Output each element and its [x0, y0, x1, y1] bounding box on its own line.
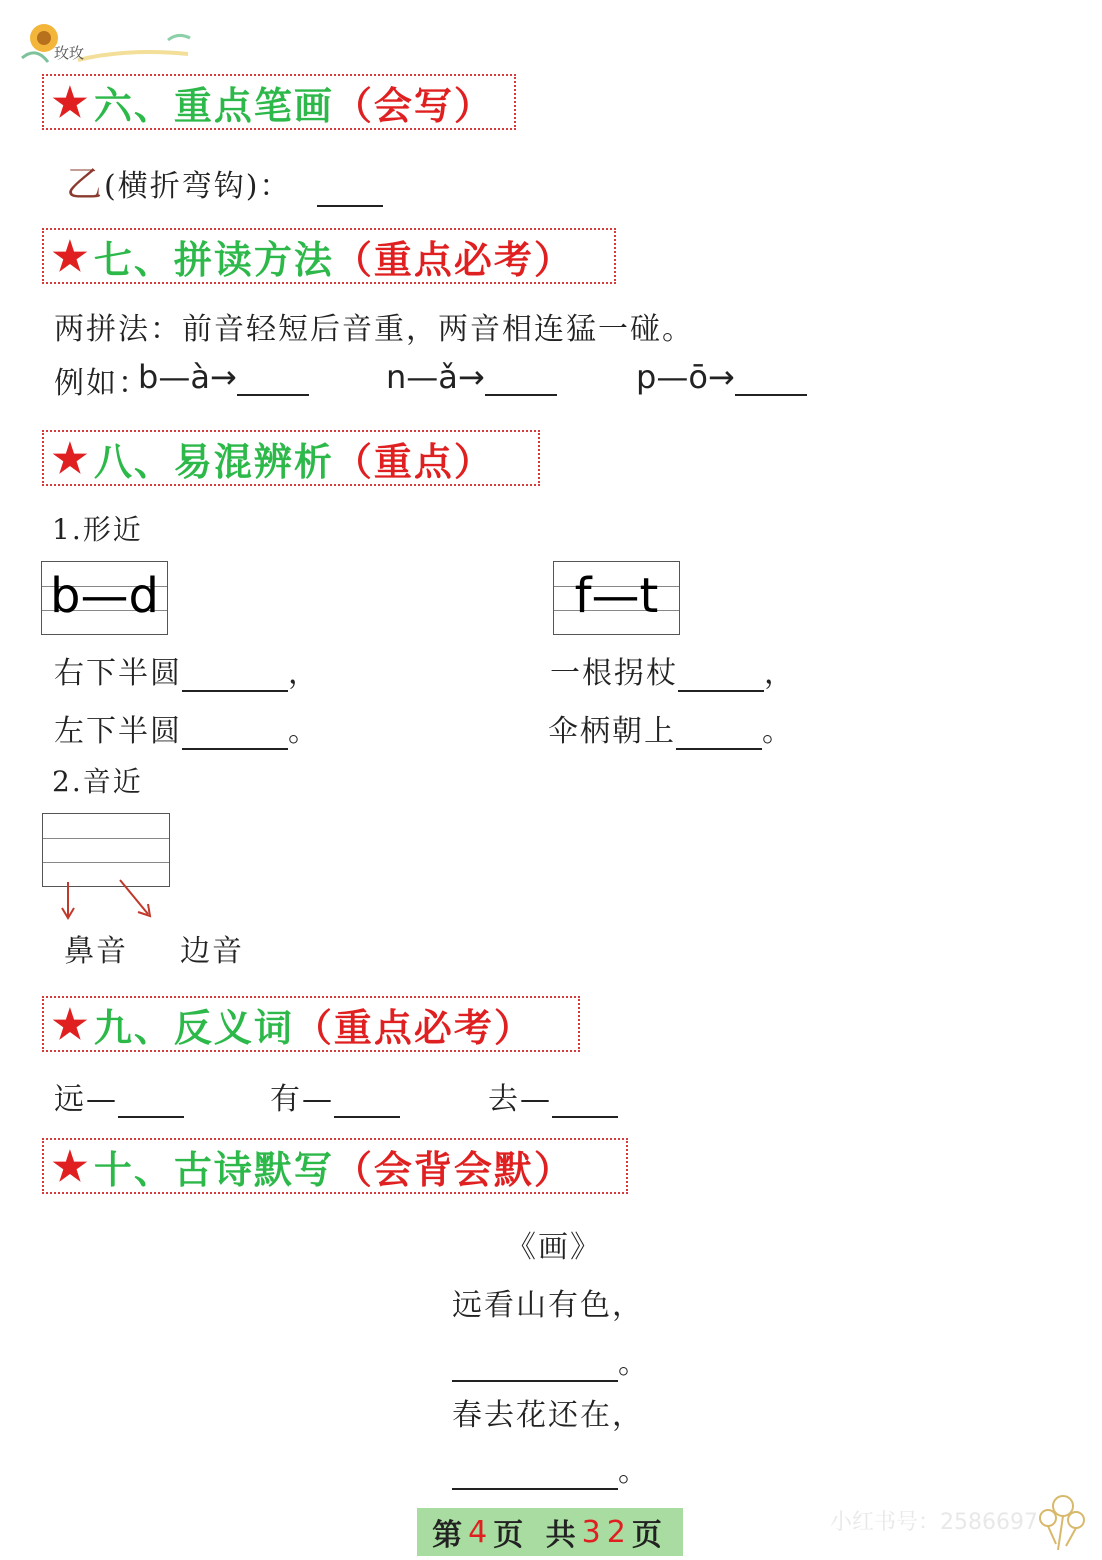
- poem-line-1: 远看山有色，: [452, 1288, 644, 1323]
- section-8-title: 八、易混辨析: [93, 438, 334, 484]
- hint-2b-text: 伞柄朝上: [548, 714, 676, 749]
- period: 。: [762, 714, 794, 749]
- antonym-3: [488, 1074, 618, 1118]
- label-nasal: 鼻音: [64, 934, 128, 969]
- grid-b-d: [41, 561, 168, 635]
- example-1: [138, 358, 309, 396]
- example-3-blank[interactable]: [735, 394, 807, 396]
- arrows-icon: [52, 878, 172, 928]
- example-1-blank[interactable]: [237, 394, 309, 396]
- footer-post: 页: [631, 1518, 668, 1553]
- hint-1b-text: 左下半圆: [54, 714, 182, 749]
- section-7-header: [42, 228, 616, 284]
- sunflower-icon: [18, 18, 198, 78]
- section-7-title: 七、拼读方法: [93, 236, 334, 282]
- label-lateral: 边音: [180, 934, 244, 969]
- hint-2a-blank[interactable]: [678, 690, 764, 692]
- star-icon: ★: [52, 232, 90, 280]
- footer-mid: 页 共: [493, 1518, 582, 1553]
- hint-1a-blank[interactable]: [182, 690, 288, 692]
- footer-pre: 第: [432, 1518, 469, 1553]
- example-label: 例如：: [54, 366, 150, 401]
- example-3: [636, 358, 807, 396]
- comma: ，: [288, 656, 320, 691]
- hint-1b: [54, 706, 320, 750]
- poem-line-2: [452, 1338, 650, 1382]
- example-3-text: p—ō→: [636, 358, 735, 396]
- example-2-text: n—ǎ→: [386, 358, 485, 396]
- section-10-note: （会背会默）: [333, 1146, 574, 1192]
- stroke-text: (横折弯钩)：: [104, 169, 292, 204]
- period: 。: [618, 1454, 650, 1489]
- antonym-1-text: 远—: [54, 1082, 118, 1117]
- star-icon: ★: [52, 434, 90, 482]
- stroke-blank[interactable]: [317, 205, 383, 207]
- poem-line-3: 春去花还在，: [452, 1398, 644, 1433]
- antonym-2-text: 有—: [270, 1082, 334, 1117]
- hint-2a-text: 一根拐杖: [550, 656, 678, 691]
- page-total: 32: [581, 1514, 632, 1550]
- antonym-2-blank[interactable]: [334, 1116, 400, 1118]
- flower-icon: [1028, 1484, 1098, 1554]
- hint-1a-text: 右下半圆: [54, 656, 182, 691]
- section-9-title: 九、反义词: [93, 1004, 294, 1050]
- star-icon: ★: [52, 1142, 90, 1190]
- period: 。: [618, 1346, 650, 1381]
- watermark: 小红书号：2586697: [830, 1510, 1038, 1535]
- logo-text: 玫玫: [54, 44, 85, 62]
- sub-sound-similar: 2.音近: [52, 765, 143, 798]
- poem-title: 《画》: [506, 1230, 602, 1265]
- example-row: [54, 358, 150, 402]
- comma: ，: [764, 656, 796, 691]
- section-6-note: （会写）: [333, 82, 494, 128]
- section-6-title: 六、重点笔画: [93, 82, 334, 128]
- sub-shape-similar: 1.形近: [52, 513, 143, 546]
- antonym-3-blank[interactable]: [552, 1116, 618, 1118]
- hint-2a: [550, 648, 796, 692]
- spelling-rule: 两拼法：前音轻短后音重，两音相连猛一碰。: [54, 312, 694, 347]
- antonym-3-text: 去—: [488, 1082, 552, 1117]
- hint-1a: [54, 648, 320, 692]
- section-8-header: [42, 430, 540, 486]
- example-2-blank[interactable]: [485, 394, 557, 396]
- pair-b-d: b—d: [50, 568, 159, 624]
- poem-line-4: [452, 1446, 650, 1490]
- poem-line-2-blank[interactable]: [452, 1380, 618, 1382]
- pair-f-t: f—t: [574, 568, 659, 624]
- antonym-2: [270, 1074, 400, 1118]
- section-9-note: （重点必考）: [293, 1004, 534, 1050]
- section-10-header: [42, 1138, 628, 1194]
- example-2: [386, 358, 557, 396]
- hint-1b-blank[interactable]: [182, 748, 288, 750]
- stroke-glyph: 乙: [66, 164, 105, 205]
- logo: [18, 18, 198, 78]
- period: 。: [288, 714, 320, 749]
- hint-2b: [548, 706, 794, 750]
- section-9-header: [42, 996, 580, 1052]
- page-footer: [417, 1508, 683, 1556]
- section-8-note: （重点）: [333, 438, 494, 484]
- example-1-text: b—à→: [138, 358, 237, 396]
- hint-2b-blank[interactable]: [676, 748, 762, 750]
- grid-empty[interactable]: [42, 813, 170, 887]
- star-icon: ★: [52, 1000, 90, 1048]
- section-6-header: [42, 74, 516, 130]
- star-icon: ★: [52, 78, 90, 126]
- stroke-line: [66, 156, 383, 207]
- antonym-1-blank[interactable]: [118, 1116, 184, 1118]
- page-number: 4: [468, 1514, 494, 1550]
- grid-f-t: [553, 561, 680, 635]
- poem-line-4-blank[interactable]: [452, 1488, 618, 1490]
- antonym-1: [54, 1074, 184, 1118]
- section-10-title: 十、古诗默写: [93, 1146, 334, 1192]
- section-7-note: （重点必考）: [333, 236, 574, 282]
